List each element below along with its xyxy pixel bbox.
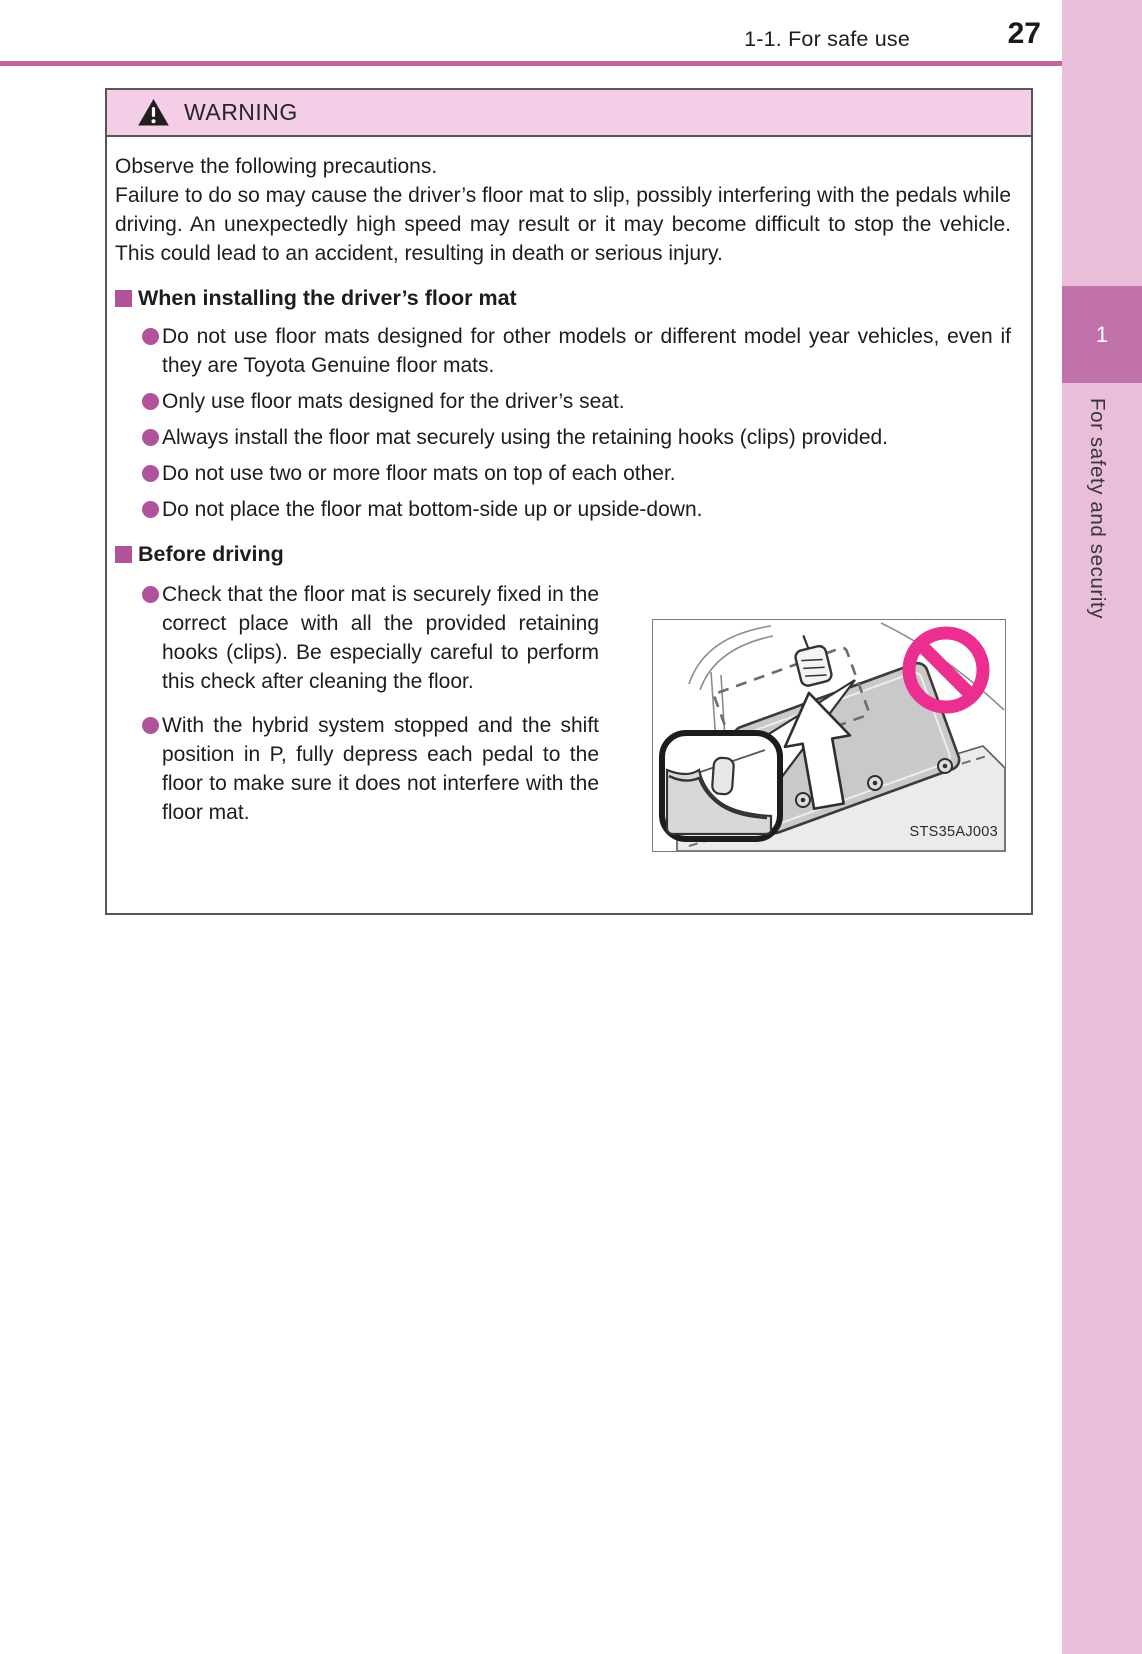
warning-intro-line: Observe the following precautions. — [115, 155, 438, 178]
circle-bullet-icon — [142, 429, 159, 446]
list-item — [142, 459, 1011, 488]
bullet-list-installing — [115, 322, 1011, 524]
floor-mat-figure — [652, 619, 1006, 852]
list-item — [142, 322, 1011, 380]
header-rule — [0, 61, 1142, 66]
bullet-text: Do not place the floor mat bottom-side up or upside-down. — [162, 498, 703, 521]
bullet-text: With the hybrid system stopped and the shift position in P, fully depress each pedal to the floor to make sure it does not interfere with the floor mat. — [162, 714, 599, 824]
floor-mat-illustration — [653, 620, 1005, 851]
square-bullet-icon — [115, 546, 132, 563]
square-bullet-icon — [115, 290, 132, 307]
bullet-text: Do not use floor mats designed for other models or different model year vehicles, even if they are Toyota Genuine floor mats. — [162, 325, 1011, 377]
circle-bullet-icon — [142, 717, 159, 734]
section-heading-before-driving — [115, 540, 1011, 569]
warning-triangle-icon — [137, 98, 170, 127]
list-item — [142, 423, 1011, 452]
circle-bullet-icon — [142, 501, 159, 518]
circle-bullet-icon — [142, 328, 159, 345]
list-item — [142, 580, 599, 696]
page-number: 27 — [1007, 17, 1041, 50]
chapter-number-tab: 1 — [1062, 286, 1142, 383]
chapter-sidebar — [1062, 0, 1142, 1654]
two-column-area — [115, 580, 1011, 852]
section-title: When installing the driver’s floor mat — [138, 286, 517, 310]
before-driving-text-column — [115, 580, 599, 842]
warning-intro-body: Failure to do so may cause the driver’s floor mat to slip, possibly interfering with the pedals while driving. An unexpectedly high speed may result or it may become difficult to stop the vehicle. This could lead to an accident, resulting in death or serious injury. — [115, 184, 1011, 265]
circle-bullet-icon — [142, 393, 159, 410]
pedal — [791, 631, 833, 687]
bullet-list-before-driving — [115, 580, 599, 827]
bullet-text: Always install the floor mat securely using the retaining hooks (clips) provided. — [162, 426, 889, 449]
bullet-text: Check that the floor mat is securely fixed in the correct place with all the provided retaining hooks (clips). Be especially careful to perform this check after cleaning the floor. — [162, 583, 599, 693]
warning-body — [107, 137, 1031, 852]
circle-bullet-icon — [142, 586, 159, 603]
section-title: Before driving — [138, 542, 284, 566]
section-heading-installing — [115, 284, 1011, 313]
figure-code: STS35AJ003 — [909, 824, 998, 840]
list-item — [142, 495, 1011, 524]
circle-bullet-icon — [142, 465, 159, 482]
warning-box — [105, 88, 1033, 915]
bullet-text: Only use floor mats designed for the driver’s seat. — [162, 390, 625, 413]
warning-title: WARNING — [184, 99, 298, 125]
warning-header — [107, 90, 1031, 137]
list-item — [142, 387, 1011, 416]
breadcrumb: 1-1. For safe use — [744, 27, 910, 51]
chapter-title: For safety and security — [1086, 398, 1109, 620]
mat-corner-inset — [662, 733, 780, 839]
list-item — [142, 711, 599, 827]
bullet-text: Do not use two or more floor mats on top of each other. — [162, 462, 676, 485]
